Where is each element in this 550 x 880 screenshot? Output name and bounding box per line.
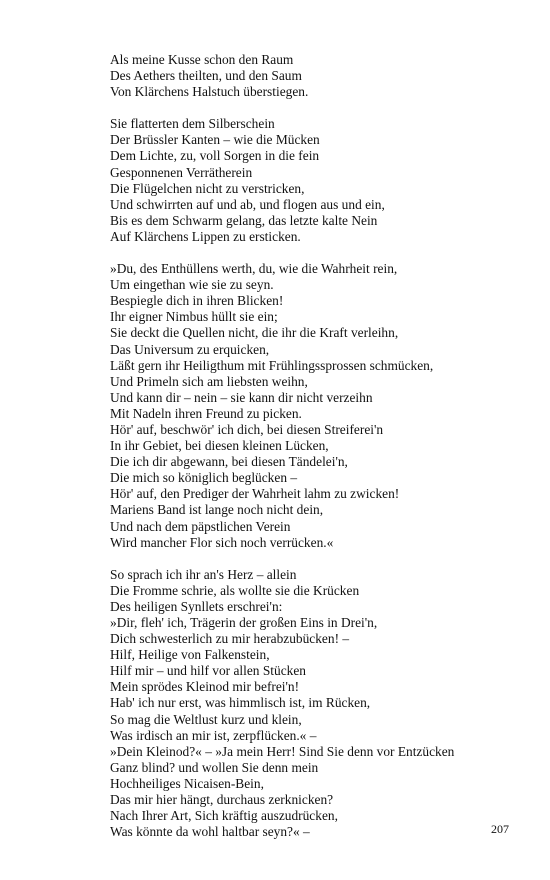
verse-line: Bespiegle dich in ihren Blicken! [110,293,284,309]
verse-line: Hilf, Heilige von Falkenstein, [110,647,270,663]
poem-text [110,52,530,856]
verse-line: Als meine Kusse schon den Raum [110,52,294,67]
verse-line: Und Primeln sich am liebsten weihn, [110,373,308,389]
verse-line: Hab' ich nur erst, was himmlisch ist, im Rücken, [110,695,371,711]
verse-line: Nach Ihrer Art, Sich kräftig auszudrücken, [110,808,338,824]
verse-line: Hör' auf, beschwör' ich dich, bei diesen Streiferei'n [110,421,384,437]
verse-line: Die Flügelchen nicht zu verstricken, [110,180,305,196]
verse-line: So mag die Weltlust kurz und klein, [110,711,302,727]
verse-line: »Dir, fleh' ich, Trägerin der großen Eins in Drei'n, [110,615,378,630]
verse-line: »Du, des Enthüllens werth, du, wie die Wahrheit rein, [110,261,398,277]
verse-line: Hochheiliges Nicaisen-Bein, [110,775,264,791]
stanza [110,567,530,841]
verse-line: Ganz blind? und wollen Sie denn mein [110,759,319,775]
page-number: 207 [491,822,509,836]
verse-line: Und nach dem päpstlichen Verein [110,518,291,534]
verse-line: So sprach ich ihr an's Herz – allein [110,566,297,582]
verse-line: Das mir hier hängt, durchaus zerknicken? [110,792,334,808]
verse-line: Was irdisch an mir ist, zerpflücken.« – [110,727,317,743]
verse-line: Gesponnenen Verrätherein [110,164,253,180]
stanza [110,116,530,245]
verse-line: Der Brüssler Kanten – wie die Mücken [110,132,320,148]
verse-line: Sie flatterten dem Silberschein [110,116,275,132]
verse-line: Das Universum zu erquicken, [110,341,270,357]
verse-line: Bis es dem Schwarm gelang, das letzte kalte Nein [110,212,378,228]
verse-line: Von Klärchens Halstuch überstiegen. [110,84,309,100]
verse-line: Die mich so königlich beglücken – [110,470,298,486]
verse-line: Ihr eigner Nimbus hüllt sie ein; [110,309,278,325]
verse-line: Hör' auf, den Prediger der Wahrheit lahm zu zwicken! [110,486,400,502]
verse-line: Und kann dir – nein – sie kann dir nicht verzeihn [110,389,373,405]
verse-line: »Dein Kleinod?« – »Ja mein Herr! Sind Sie denn vor Entzücken [110,743,455,759]
verse-line: Des Aethers theilten, und den Saum [110,68,302,84]
verse-line: Hilf mir – und hilf vor allen Stücken [110,663,306,679]
verse-line: Dich schwesterlich zu mir herabzubücken! – [110,631,350,647]
verse-line: Was könnte da wohl haltbar seyn?« – [110,824,310,840]
verse-line: Mit Nadeln ihren Freund zu picken. [110,405,302,421]
verse-line: Um eingethan wie sie zu seyn. [110,277,274,293]
verse-line: Die Fromme schrie, als wollte sie die Krücken [110,582,360,598]
verse-line: Mein sprödes Kleinod mir befrei'n! [110,679,300,695]
verse-line: Des heiligen Synllets erschrei'n: [110,598,283,614]
stanza [110,261,530,551]
stanza [110,52,530,100]
verse-line: Sie deckt die Quellen nicht, die ihr die Kraft verleihn, [110,325,399,341]
verse-line: Die ich dir abgewann, bei diesen Tändelei'n, [110,454,348,470]
verse-line: Wird mancher Flor sich noch verrücken.« [110,534,334,550]
verse-line: Dem Lichte, zu, voll Sorgen in die fein [110,148,320,164]
verse-line: Auf Klärchens Lippen zu ersticken. [110,228,301,244]
verse-line: In ihr Gebiet, bei diesen kleinen Lücken, [110,438,329,454]
verse-line: Läßt gern ihr Heiligthum mit Frühlingssprossen schmücken, [110,357,434,373]
verse-line: Und schwirrten auf und ab, und flogen aus und ein, [110,196,385,212]
verse-line: Mariens Band ist lange noch nicht dein, [110,502,324,518]
